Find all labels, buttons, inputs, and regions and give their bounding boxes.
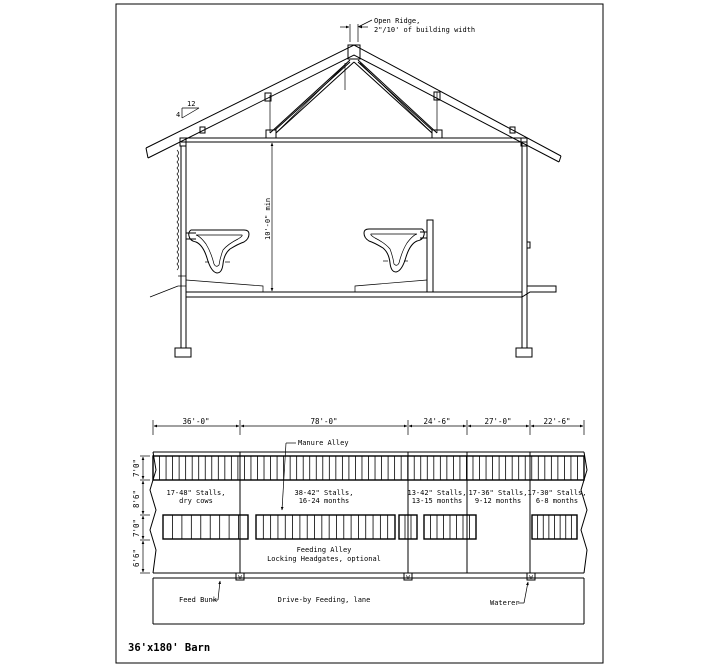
top-stall-dividers	[160, 456, 578, 480]
section-5-line2: 6-8 months	[535, 497, 579, 505]
barn-cross-section	[146, 17, 561, 357]
truss-gusset-left	[266, 130, 276, 138]
manure-alley-leader	[282, 443, 286, 510]
feed-bunk-label: Feed Bunk	[179, 596, 217, 604]
waterer-mark-3: W	[529, 575, 533, 581]
driveby-label: Drive-by Feeding, lane	[277, 596, 371, 604]
ridge-label-2: 2"/10' of building width	[374, 26, 476, 34]
waterer-label: Waterer	[490, 599, 520, 607]
right-stall-divider	[364, 229, 427, 272]
roof-top-line	[146, 45, 561, 156]
section-3-line1: 13-42" Stalls,	[407, 489, 467, 497]
section-1-line1: 17-48" Stalls,	[166, 489, 226, 497]
left-stall-divider	[186, 230, 249, 273]
stall-block-1	[163, 515, 248, 539]
locking-headgates-label: Locking Headgates, optional	[267, 555, 381, 563]
waterer-mark-2: W	[406, 575, 410, 581]
leader-left	[150, 286, 178, 297]
pitch-run: 12	[187, 100, 196, 108]
height-label: 10'-0" min	[264, 197, 272, 240]
curtain-wall	[177, 150, 179, 270]
section-3-line2: 13-15 months	[411, 497, 463, 505]
roof-bottom-line	[148, 55, 559, 162]
pitch-rise: 4	[176, 111, 181, 119]
side-dim-1: 7'0"	[132, 458, 141, 478]
feeding-alley-label: Feeding Alley	[296, 546, 352, 554]
side-dim-3: 7'0"	[132, 518, 141, 538]
dim-24-6: 24'-6"	[423, 417, 451, 426]
section-2-line2: 16-24 months	[298, 497, 350, 505]
feed-bunk-leader	[218, 581, 220, 600]
ridge-label-1: Open Ridge,	[374, 17, 421, 25]
side-dim-4: 6'6"	[132, 548, 141, 568]
waterer-leader	[524, 582, 528, 603]
waterer-mark-1: W	[238, 575, 242, 581]
barn-floor-plan	[132, 417, 587, 624]
section-4-line2: 9-12 months	[474, 497, 522, 505]
dim-36: 36'-0"	[182, 417, 210, 426]
side-dim-2: 8'6"	[132, 489, 141, 509]
dim-78: 78'-0"	[310, 417, 338, 426]
section-4-line1: 17-36" Stalls,	[468, 489, 528, 497]
section-5-line1: 17-30" Stalls,	[527, 489, 587, 497]
dim-22-6: 22'-6"	[543, 417, 571, 426]
dim-27: 27'-0"	[484, 417, 512, 426]
left-footing	[175, 348, 191, 357]
drawing-title: 36'x180' Barn	[128, 642, 211, 654]
bottom-stall-dividers	[172, 515, 571, 539]
section-1-line2: dry cows	[179, 497, 213, 505]
feed-barrier	[427, 220, 433, 292]
stall-block-2	[256, 515, 395, 539]
right-footing	[516, 348, 532, 357]
manure-alley-label: Manure Alley	[298, 439, 349, 447]
section-2-line1: 38-42" Stalls,	[294, 489, 354, 497]
